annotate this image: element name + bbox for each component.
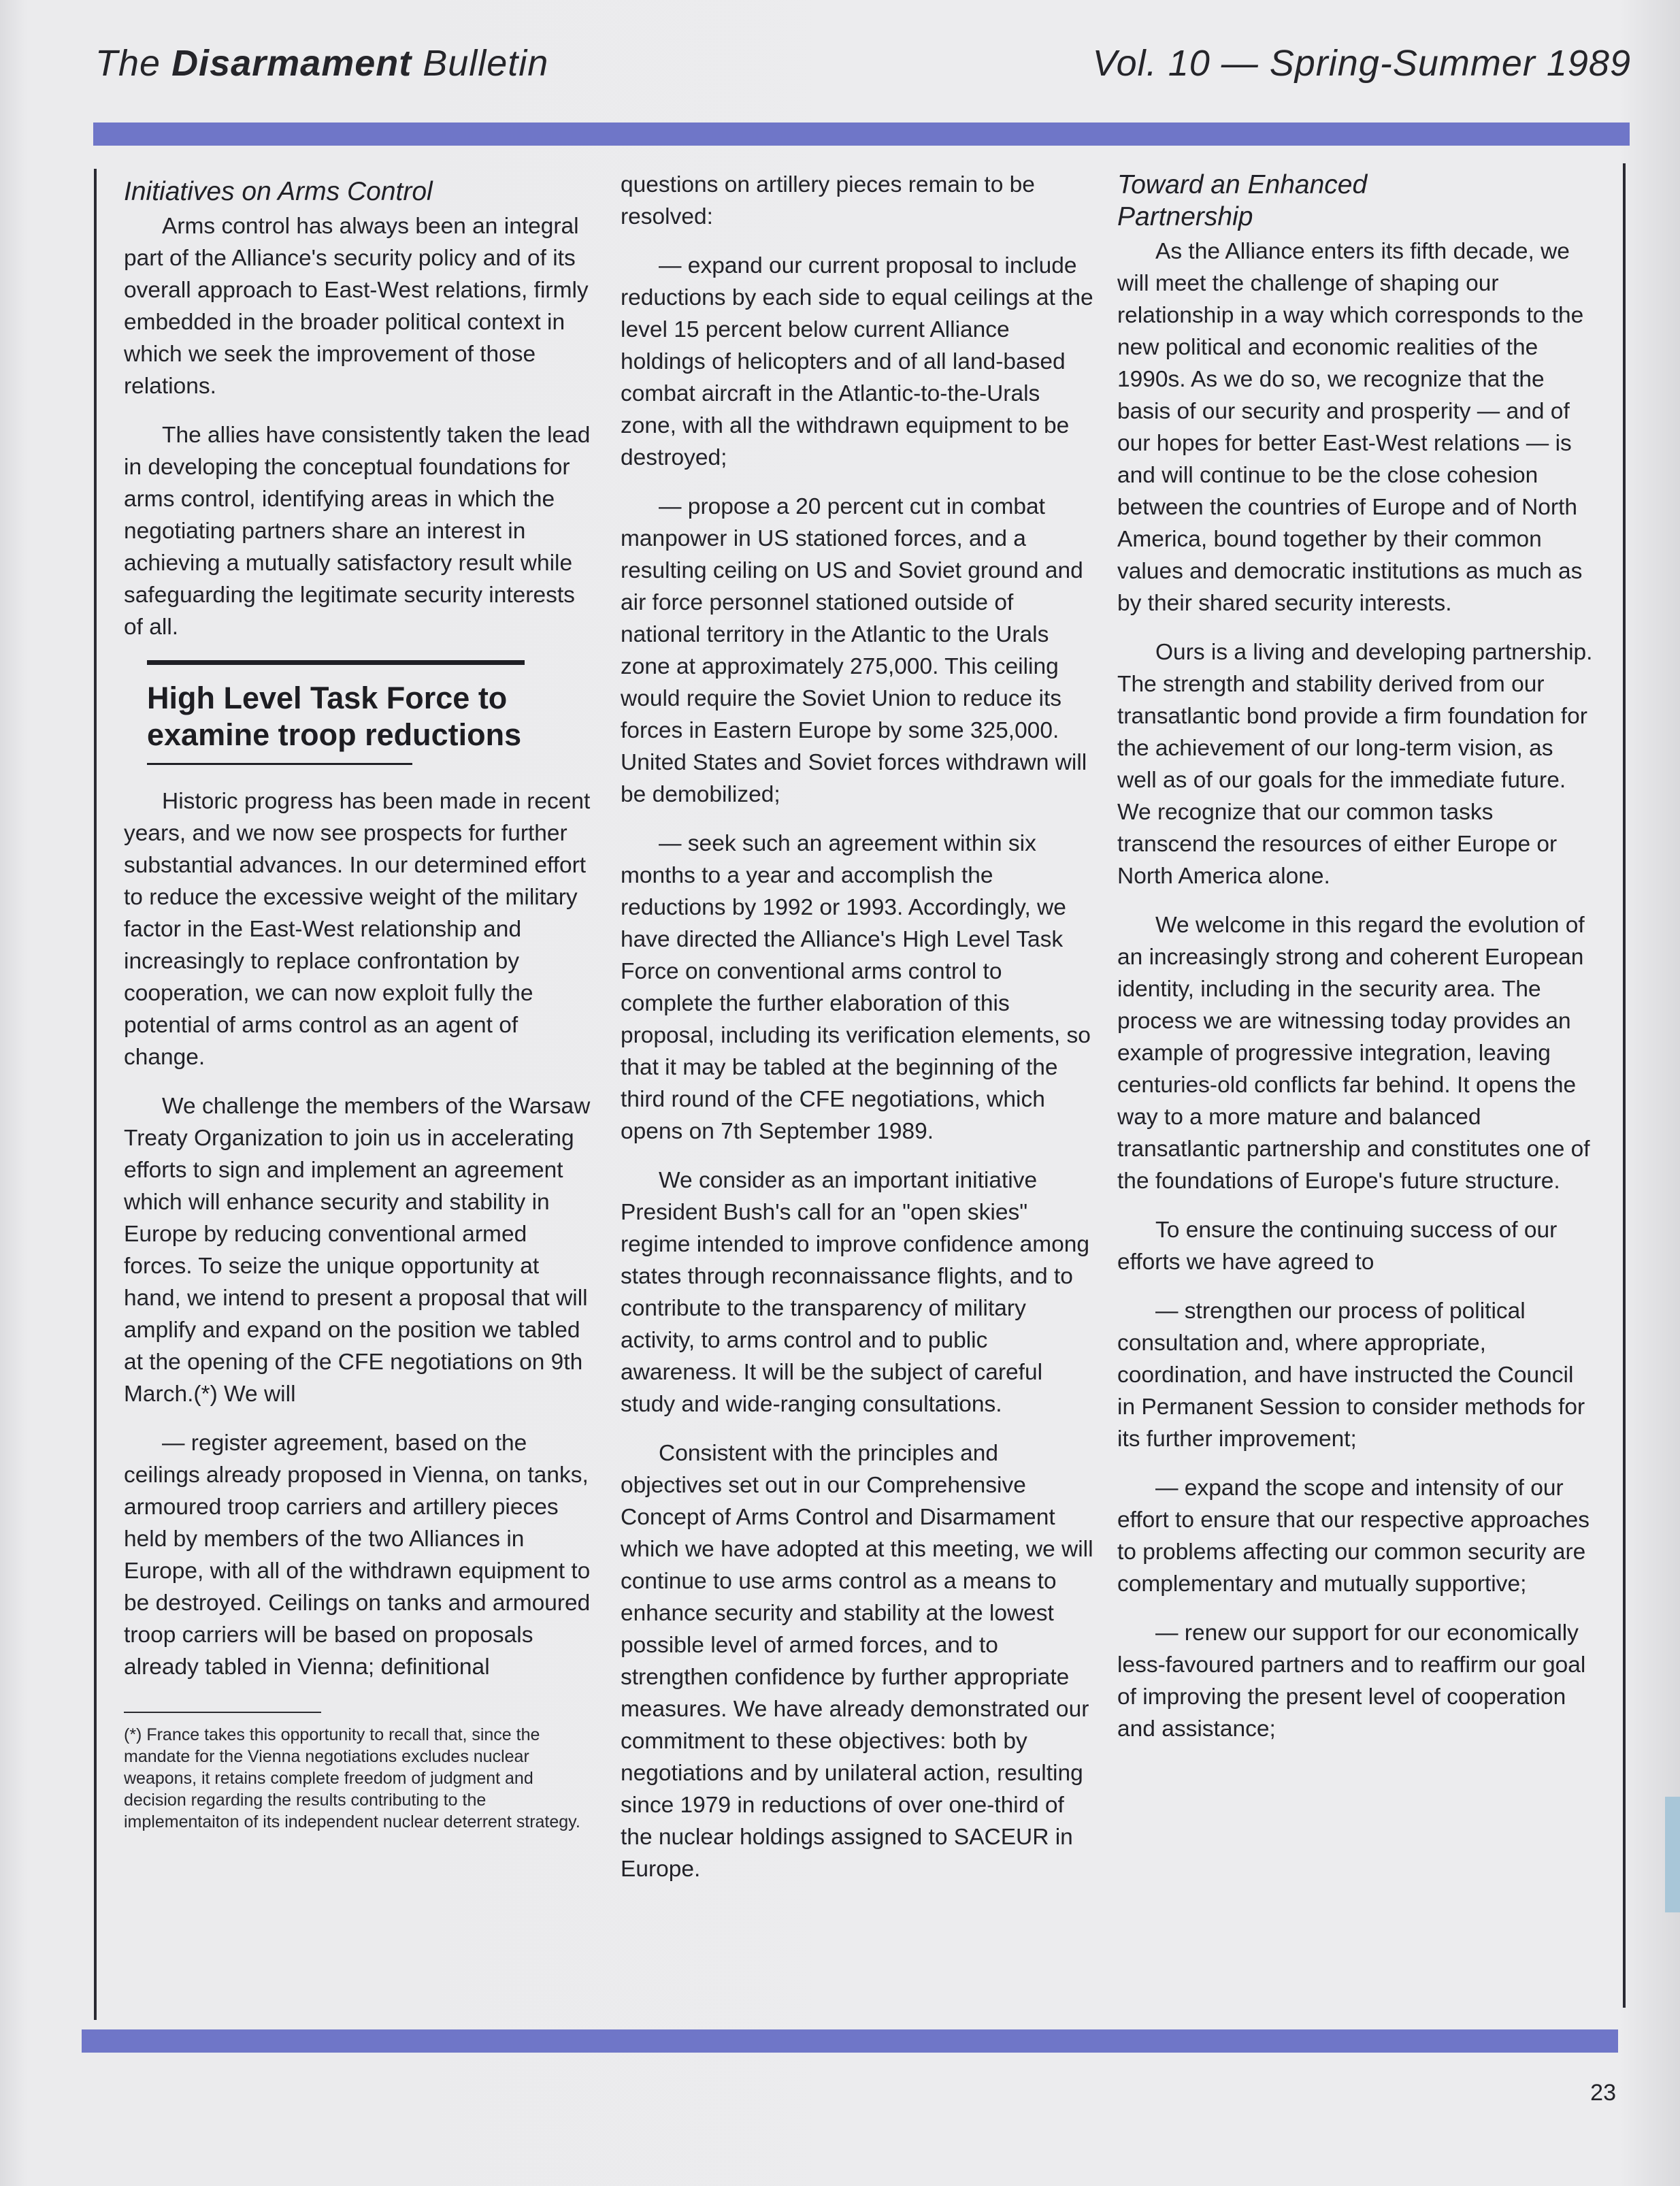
paragraph: — strengthen our process of political consultation and, where appropriate, coordination, and have instructed the Council in Permanent Session to consider methods for its further improvement;: [1117, 1299, 1585, 1452]
paragraph: — propose a 20 percent cut in combat manpower in US stationed forces, and a resulting ceiling on US and Soviet ground and air force personnel stationed outside of national territory in the Atlantic to the Urals zone at approximately 275,000. This ceiling would require the Soviet Union to reduce its forces in Eastern Europe by some 325,000. United States and Soviet forces withdrawn will be demobilized;: [621, 494, 1087, 807]
paragraph: Consistent with the principles and objectives set out in our Comprehensive Concept of Arms Control and Disarmament which we have adopted at this meeting, we will continue to use arms control as a means to enhance security and stability at the lowest possible level of armed forces, and to strengthen confidence by further appropriate measures. We have already demonstrated our commitment to these objectives: both by negotiations and by unilateral action, resulting since 1979 in reductions of over one-third of the nuclear holdings assigned to SACEUR in Europe.: [621, 1441, 1093, 1882]
paragraph: — renew our support for our economically less-favoured partners and to reaffirm our goal of improving the present level of cooperation and assistance;: [1117, 1620, 1586, 1742]
paragraph: To ensure the continuing success of our efforts we have agreed to: [1117, 1218, 1558, 1275]
paragraph: — seek such an agreement within six months to a year and accomplish the reductions by 1992 or 1993. Accordingly, we have directed the Alliance's High Level Task Force on conventional arms control to complete the further elaboration of this proposal, including its verification elements, so that it may be tabled at the beginning of the third round of the CFE negotiations, which opens on 7th September 1989.: [621, 831, 1091, 1144]
publication-title: [95, 42, 548, 84]
section-heading-partnership: Toward an Enhanced Partnership: [1117, 170, 1368, 231]
right-vertical-rule: [1623, 163, 1626, 2008]
paragraph: As the Alliance enters its fifth decade, we will meet the challenge of shaping our relationship in a way which corresponds to the new political and economic realities of the 1990s. As we do so, we recognize that the basis of our security and prosperity — and of our hopes for better East-West relations — is and will continue to be the close cohesion between the countries of Europe and of North America, bound together by their common values and democratic institutions as much as by their shared security interests.: [1117, 239, 1584, 616]
paragraph: questions on artillery pieces remain to be resolved:: [621, 172, 1035, 229]
column-3: [1117, 169, 1594, 1762]
paragraph: We consider as an important initiative President Bush's call for an "open skies" regime intended to improve confidence among states through reconnaissance flights, and to contribute to the transparency of military activity, to arms control and to public awareness. It will be the subject of careful study and wide-ranging consultations.: [621, 1168, 1090, 1417]
paragraph: Ours is a living and developing partnership. The strength and stability derived from our transatlantic bond provide a firm foundation for the achievement of our long-term vision, as well as of our goals for the immediate future. We recognize that our common tasks transcend the resources of either Europe or North America alone.: [1117, 640, 1593, 889]
paragraph: Historic progress has been made in recent years, and we now see prospects for further substantial advances. In our determined effort to reduce the excessive weight of the military factor in the East-West relationship and increasingly to replace confrontation by cooperation, we can now exploit fully the potential of arms control as an agent of change.: [124, 789, 591, 1070]
footnote-rule: [124, 1712, 321, 1713]
title-suffix: Bulletin: [412, 43, 549, 84]
edge-tab: [1665, 1797, 1680, 1912]
title-bold: Disarmament: [171, 43, 412, 84]
paragraph: We welcome in this regard the evolution of an increasingly strong and coherent European identity, including in the security area. The process we are witnessing today provides an example of progressive integration, leaving centuries-old conflicts far behind. It opens the way to a more mature and balanced transatlantic partnership and constitutes one of the foundations of Europe's future structure.: [1117, 913, 1590, 1194]
paragraph: — expand the scope and intensity of our effort to ensure that our respective approaches to problems affecting our common security are complementary and mutually supportive;: [1117, 1475, 1590, 1597]
paragraph: Arms control has always been an integral part of the Alliance's security policy and of its overall approach to East-West relations, firmly embedded in the broader political context in which we seek the improvement of those relations.: [124, 214, 589, 399]
page-number: 23: [1590, 2080, 1616, 2106]
paragraph: — register agreement, based on the ceilings already proposed in Vienna, on tanks, armoured troop carriers and artillery pieces held by members of the two Alliances in Europe, with all of the withdrawn equipment to be destroyed. Ceilings on tanks and armoured troop carriers will be based on proposals already tabled in Vienna; definitional: [124, 1431, 591, 1680]
bottom-color-band: [82, 2029, 1618, 2053]
footnote: (*) France takes this opportunity to recall that, since the mandate for the Vienna negotiations excludes nuclear weapons, it retains complete freedom of judgment and decision regarding the results contributing to the implementaiton of its independent nuclear deterrent strategy.: [124, 1725, 580, 1831]
heading-rule-bottom: [147, 763, 412, 765]
top-color-band: [93, 123, 1630, 146]
paragraph: We challenge the members of the Warsaw Treaty Organization to join us in accelerating efforts to sign and implement an agreement which will enhance security and stability in Europe by reducing conventional armed forces. To seize the unique opportunity at hand, we intend to present a proposal that will amplify and expand on the position we tabled at the opening of the CFE negotiations on 9th March.(*) We will: [124, 1094, 591, 1407]
issue-label: Vol. 10 — Spring-Summer 1989: [1092, 43, 1631, 84]
column-1: [124, 176, 593, 1850]
section-heading-task-force: High Level Task Force to examine troop reductions: [147, 681, 522, 752]
column-2: [621, 169, 1097, 1902]
title-prefix: The: [95, 43, 172, 84]
left-vertical-rule: [94, 169, 97, 2020]
heading-rule-top: [147, 660, 525, 665]
section-heading-arms-control: Initiatives on Arms Control: [124, 177, 433, 206]
paragraph: — expand our current proposal to include reductions by each side to equal ceilings at the level 15 percent below current Alliance holdings of helicopters and of all land-based combat aircraft in the Atlantic-to-the-Urals zone, with all the withdrawn equipment to be destroyed;: [621, 253, 1093, 470]
paragraph: The allies have consistently taken the lead in developing the conceptual foundations for arms control, identifying areas in which the negotiating partners share an interest in achieving a mutually satisfactory result while safeguarding the legitimate security interests of all.: [124, 423, 591, 640]
